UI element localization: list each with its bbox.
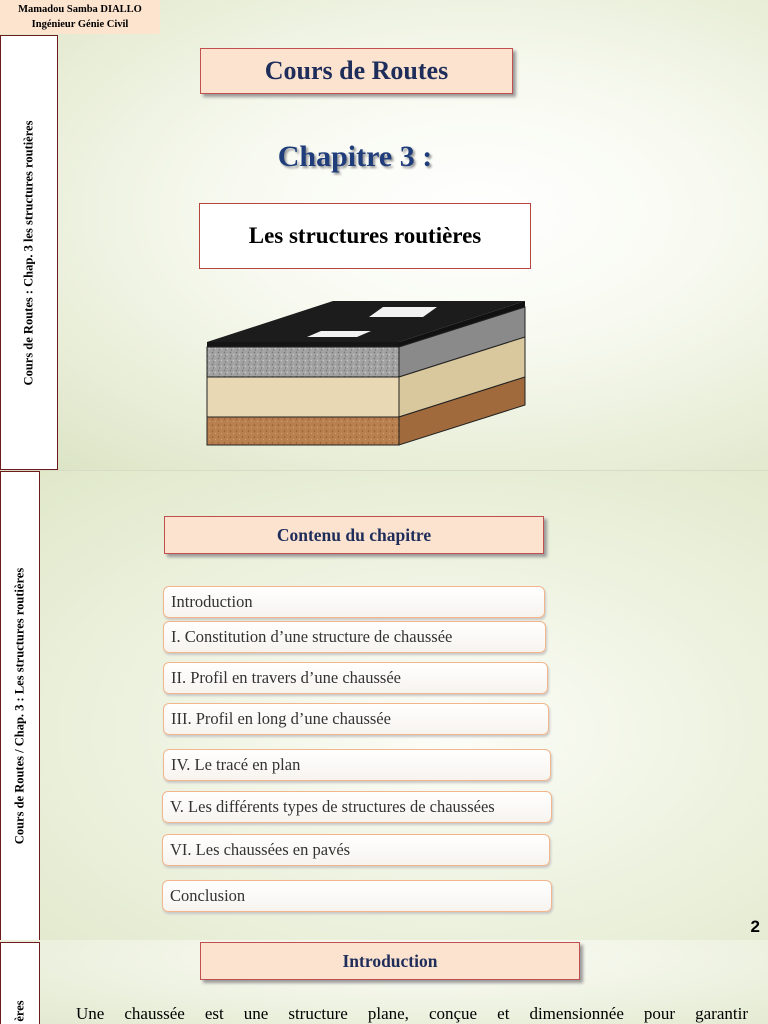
course-title: Cours de Routes: [264, 56, 449, 85]
contents-heading-box: [164, 516, 544, 554]
page-number: 2: [750, 917, 760, 936]
author-badge: [0, 0, 160, 34]
soil-layer: [207, 417, 399, 445]
side-label: ères: [12, 1000, 27, 1022]
course-title-box: [200, 48, 513, 94]
side-label: Cours de Routes : Chap. 3 les structures routières: [21, 120, 36, 385]
side-label-bar: [0, 35, 58, 470]
road-layers-illustration: [199, 297, 529, 447]
toc-item-4[interactable]: IV. Le tracé en plan: [163, 749, 551, 781]
chapter-title: Chapitre 3 :: [277, 140, 433, 173]
toc-item-introduction[interactable]: Introduction: [163, 586, 545, 618]
author-title: Ingénieur Génie Civil: [31, 19, 129, 30]
slide-contents: [0, 470, 768, 941]
side-label: Cours de Routes / Chap. 3 : Les structures routières: [12, 567, 27, 845]
introduction-paragraph: Une chaussée est une structure plane, conçue et dimensionnée pour garantir: [76, 1004, 748, 1023]
asphalt-layer: [207, 342, 399, 347]
gravel-layer: [207, 347, 399, 377]
introduction-heading: Introduction: [342, 950, 438, 971]
toc-item-conclusion[interactable]: Conclusion: [162, 880, 552, 912]
toc-item-3[interactable]: III. Profil en long d’une chaussée: [163, 703, 549, 735]
author-name: Mamadou Samba DIALLO: [18, 4, 142, 15]
slide-title: [0, 0, 768, 470]
toc-item-2[interactable]: II. Profil en travers d’une chaussée: [163, 662, 548, 694]
sand-layer: [207, 377, 399, 417]
introduction-heading-box: [200, 942, 580, 980]
contents-heading: Contenu du chapitre: [276, 524, 432, 545]
subtitle: Les structures routières: [248, 223, 482, 248]
side-label-bar: [0, 942, 40, 1024]
toc-item-1[interactable]: I. Constitution d’une structure de chaussée: [163, 621, 546, 653]
side-label-bar: [0, 471, 40, 941]
slide-introduction: [0, 940, 768, 1024]
toc-item-6[interactable]: VI. Les chaussées en pavés: [162, 834, 550, 866]
subtitle-box: [199, 203, 531, 269]
toc-item-5[interactable]: V. Les différents types de structures de chaussées: [162, 791, 552, 823]
